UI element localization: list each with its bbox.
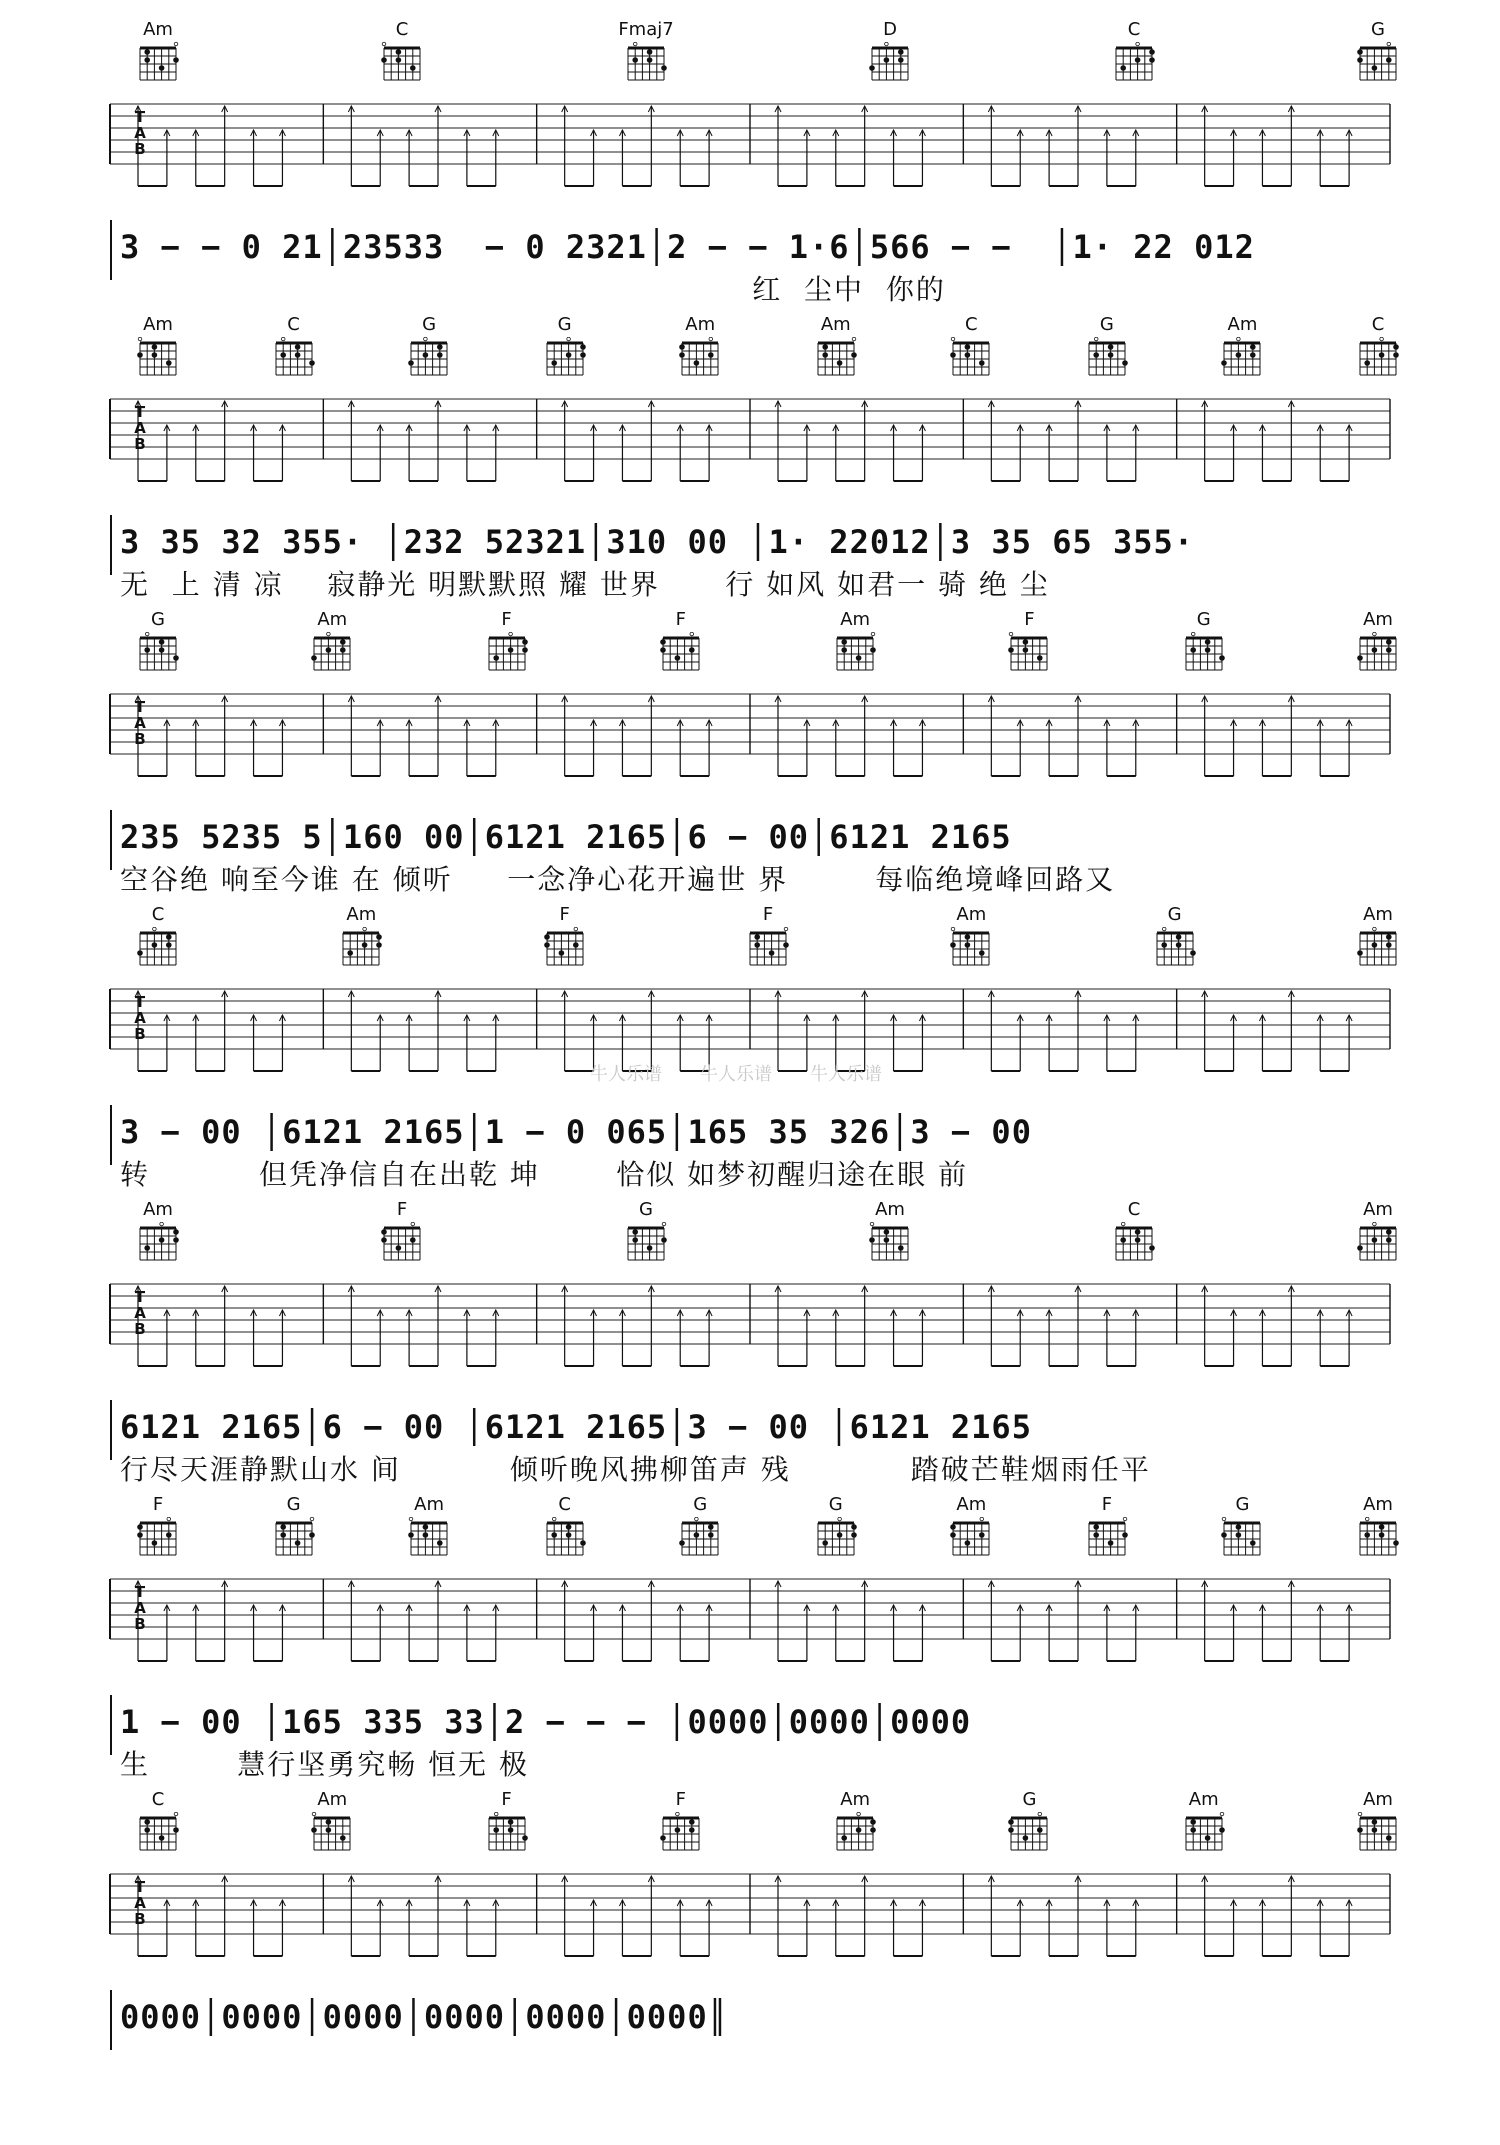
jianpu-notation xyxy=(0,515,1500,605)
chord-grid-icon xyxy=(1112,42,1156,82)
chord-grid-icon xyxy=(1356,337,1400,377)
chord-diagram xyxy=(374,20,430,82)
chord-name: Am xyxy=(820,314,851,335)
chord-name: G xyxy=(639,1199,653,1220)
svg-text:B: B xyxy=(134,435,146,453)
numbered-notes: 3 − − 0 21│23533 − 0 2321│2 − − 1·6│566 − − │1· 22 012 xyxy=(120,228,1255,266)
watermark-text: 牛人乐谱 xyxy=(590,1064,662,1085)
chord-diagram xyxy=(130,1495,186,1557)
chord-diagram xyxy=(1176,1790,1232,1852)
chord-name: Am xyxy=(685,314,716,335)
watermark-text: 牛人乐谱 xyxy=(700,1064,772,1085)
svg-text:A: A xyxy=(134,714,146,732)
chord-name: G xyxy=(693,1494,708,1515)
chord-name: G xyxy=(422,314,437,335)
svg-text:B: B xyxy=(134,140,146,158)
lyrics-line: 红 尘中 你的 xyxy=(120,273,946,306)
chord-name: Am xyxy=(414,1494,445,1515)
chord-diagram xyxy=(130,905,186,967)
chord-grid-icon xyxy=(543,927,587,967)
chord-diagram xyxy=(537,905,593,967)
chord-name: G xyxy=(1167,904,1182,925)
chord-grid-icon xyxy=(380,42,424,82)
chord-diagram xyxy=(672,1495,728,1557)
svg-text:T: T xyxy=(134,698,146,716)
chord-grid-icon xyxy=(1007,632,1051,672)
chord-grid-icon xyxy=(868,1222,912,1262)
svg-text:T: T xyxy=(134,403,146,421)
chord-name: C xyxy=(395,19,409,40)
lyrics-line: 空谷绝 响至今谁 在 倾听 一念净心花开遍世 界 每临绝境峰回路又 xyxy=(120,863,1116,896)
chord-grid-icon xyxy=(136,337,180,377)
system-barline xyxy=(110,810,112,870)
chord-grid-icon xyxy=(543,337,587,377)
svg-text:A: A xyxy=(134,1894,146,1912)
chord-grid-icon xyxy=(833,632,877,672)
chord-grid-icon xyxy=(310,1812,354,1852)
chord-diagram xyxy=(1350,20,1406,82)
chord-diagram-row xyxy=(0,1200,1500,1270)
chord-diagram xyxy=(333,905,389,967)
score-system xyxy=(0,1200,1500,1490)
chord-grid-icon xyxy=(136,927,180,967)
chord-name: Am xyxy=(317,1789,348,1810)
lyrics-line: 生 慧行坚勇究畅 恒无 极 xyxy=(120,1748,530,1781)
chord-diagram xyxy=(304,1790,360,1852)
numbered-notes: 235 5235 5│160 00│6121 2165│6 − 00│6121 2165 xyxy=(120,818,1012,856)
chord-diagram xyxy=(401,1495,457,1557)
chord-grid-icon xyxy=(949,1517,993,1557)
chord-diagram xyxy=(618,20,674,82)
chord-name: Fmaj7 xyxy=(618,19,674,40)
chord-grid-icon xyxy=(136,42,180,82)
chord-name: F xyxy=(152,1494,164,1515)
chord-name: C xyxy=(965,314,978,335)
chord-name: F xyxy=(501,609,512,630)
chord-name: Am xyxy=(1363,609,1393,630)
numbered-notes: 0000│0000│0000│0000│0000│0000║ xyxy=(120,1998,728,2036)
system-barline xyxy=(110,515,112,575)
chord-diagram xyxy=(653,610,709,672)
jianpu-notation xyxy=(0,810,1500,900)
chord-grid-icon xyxy=(1356,1517,1400,1557)
chord-grid-icon xyxy=(407,337,451,377)
chord-diagram xyxy=(401,315,457,377)
chord-diagram xyxy=(943,1495,999,1557)
chord-name: G xyxy=(1235,1494,1250,1515)
chord-name: C xyxy=(151,1789,165,1810)
chord-diagram xyxy=(130,1790,186,1852)
lyrics-line: 行尽天涯静默山水 间 倾听晚风拂柳笛声 残 踏破芒鞋烟雨任平 xyxy=(120,1453,1151,1486)
chord-name: Am xyxy=(1363,1494,1393,1515)
tab-staff xyxy=(0,680,1500,800)
svg-text:A: A xyxy=(134,1599,146,1617)
chord-diagram xyxy=(266,1495,322,1557)
score-system xyxy=(0,1790,1500,2080)
numbered-notes: 6121 2165│6 − 00 │6121 2165│3 − 00 │6121 2165 xyxy=(120,1408,1032,1446)
lyrics-line: 无 上 清 凉 寂静光 明默默照 耀 世界 行 如风 如君一 骑 绝 尘 xyxy=(120,568,1050,601)
svg-text:B: B xyxy=(134,1025,146,1043)
chord-name: F xyxy=(1024,609,1035,630)
chord-name: Am xyxy=(956,904,987,925)
chord-name: G xyxy=(1022,1789,1037,1810)
chord-diagram xyxy=(827,610,883,672)
chord-diagram-row xyxy=(0,610,1500,680)
chord-diagram xyxy=(479,610,535,672)
svg-text:B: B xyxy=(134,1320,146,1338)
chord-diagram xyxy=(1001,610,1057,672)
score-system xyxy=(0,315,1500,605)
chord-name: F xyxy=(675,609,687,630)
chord-name: F xyxy=(501,1789,512,1810)
chord-grid-icon xyxy=(1356,42,1400,82)
chord-diagram xyxy=(943,905,999,967)
numbered-notes: 3 − 00 │6121 2165│1 − 0 065│165 35 326│3 − 00 xyxy=(120,1113,1032,1151)
chord-grid-icon xyxy=(485,1812,529,1852)
tab-staff xyxy=(0,1270,1500,1390)
jianpu-notation xyxy=(0,1990,1500,2080)
chord-grid-icon xyxy=(310,632,354,672)
chord-diagram xyxy=(266,315,322,377)
chord-grid-icon xyxy=(949,927,993,967)
chord-name: G xyxy=(828,1494,843,1515)
chord-diagram xyxy=(130,1200,186,1262)
chord-diagram xyxy=(1350,315,1406,377)
svg-text:A: A xyxy=(134,1009,146,1027)
chord-grid-icon xyxy=(543,1517,587,1557)
chord-grid-icon xyxy=(1356,1222,1400,1262)
chord-name: Am xyxy=(143,314,173,335)
tab-staff xyxy=(0,385,1500,505)
chord-diagram xyxy=(862,1200,918,1262)
chord-diagram xyxy=(304,610,360,672)
numbered-notes: 3 35 32 355· │232 52321│310 00 │1· 22012│3 35 65 355· xyxy=(120,523,1195,561)
tab-staff xyxy=(0,90,1500,210)
chord-diagram xyxy=(1350,1200,1406,1262)
chord-name: Am xyxy=(840,609,871,630)
chord-name: F xyxy=(762,904,774,925)
chord-grid-icon xyxy=(380,1222,424,1262)
chord-name: Am xyxy=(317,609,348,630)
chord-grid-icon xyxy=(833,1812,877,1852)
svg-text:T: T xyxy=(134,993,146,1011)
svg-text:B: B xyxy=(134,730,146,748)
chord-grid-icon xyxy=(1182,1812,1226,1852)
chord-diagram xyxy=(862,20,918,82)
chord-grid-icon xyxy=(1153,927,1197,967)
chord-name: C xyxy=(151,904,165,925)
chord-grid-icon xyxy=(1085,337,1129,377)
chord-diagram xyxy=(479,1790,535,1852)
chord-grid-icon xyxy=(1356,927,1400,967)
jianpu-notation xyxy=(0,1695,1500,1785)
chord-diagram xyxy=(1350,1495,1406,1557)
chord-name: G xyxy=(557,314,572,335)
chord-name: Am xyxy=(143,1199,173,1220)
chord-grid-icon xyxy=(1356,632,1400,672)
chord-diagram xyxy=(537,1495,593,1557)
chord-grid-icon xyxy=(1085,1517,1129,1557)
score-system xyxy=(0,1495,1500,1785)
score-system xyxy=(0,20,1500,310)
chord-name: Am xyxy=(875,1199,905,1220)
svg-text:A: A xyxy=(134,419,146,437)
chord-grid-icon xyxy=(659,1812,703,1852)
svg-text:T: T xyxy=(134,1583,146,1601)
chord-diagram xyxy=(537,315,593,377)
numbered-notes: 1 − 00 │165 335 33│2 − − − │0000│0000│0000 xyxy=(120,1703,972,1741)
chord-name: F xyxy=(559,904,570,925)
svg-text:B: B xyxy=(134,1615,146,1633)
chord-name: C xyxy=(1371,314,1385,335)
chord-diagram xyxy=(130,610,186,672)
chord-name: G xyxy=(1371,19,1385,40)
chord-diagram xyxy=(740,905,796,967)
chord-grid-icon xyxy=(678,1517,722,1557)
chord-name: C xyxy=(1127,1199,1141,1220)
chord-diagram xyxy=(1079,315,1135,377)
chord-name: F xyxy=(396,1199,408,1220)
chord-diagram xyxy=(1106,20,1162,82)
chord-grid-icon xyxy=(136,1517,180,1557)
chord-name: Am xyxy=(346,904,377,925)
chord-grid-icon xyxy=(624,1222,668,1262)
chord-diagram xyxy=(808,1495,864,1557)
chord-name: Am xyxy=(143,19,173,40)
chord-diagram xyxy=(130,20,186,82)
tab-staff xyxy=(0,1565,1500,1685)
chord-grid-icon xyxy=(136,1222,180,1262)
chord-grid-icon xyxy=(624,42,668,82)
chord-name: Am xyxy=(1363,1789,1393,1810)
chord-diagram-row xyxy=(0,1790,1500,1860)
lyrics-line xyxy=(120,2038,1400,2078)
score-system xyxy=(0,610,1500,900)
chord-name: G xyxy=(1196,609,1211,630)
chord-diagram-row xyxy=(0,1495,1500,1565)
chord-grid-icon xyxy=(1007,1812,1051,1852)
system-barline xyxy=(110,1695,112,1755)
system-barline xyxy=(110,1105,112,1165)
chord-diagram-row xyxy=(0,905,1500,975)
svg-text:B: B xyxy=(134,1910,146,1928)
chord-name: C xyxy=(1127,19,1141,40)
chord-diagram xyxy=(1106,1200,1162,1262)
watermark-text: 牛人乐谱 xyxy=(810,1064,882,1085)
jianpu-notation xyxy=(0,1400,1500,1490)
lyrics-line: 转 但凭净信自在出乾 坤 恰似 如梦初醒归途在眼 前 xyxy=(120,1158,969,1191)
chord-diagram xyxy=(1214,315,1270,377)
chord-grid-icon xyxy=(1356,1812,1400,1852)
chord-grid-icon xyxy=(339,927,383,967)
score-system xyxy=(0,905,1500,1195)
chord-grid-icon xyxy=(678,337,722,377)
chord-name: F xyxy=(675,1789,687,1810)
chord-name: Am xyxy=(1227,314,1258,335)
chord-grid-icon xyxy=(1182,632,1226,672)
system-barline xyxy=(110,1400,112,1460)
chord-name: G xyxy=(286,1494,301,1515)
chord-name: F xyxy=(1101,1494,1113,1515)
jianpu-notation xyxy=(0,1105,1500,1195)
chord-name: D xyxy=(883,19,897,40)
chord-diagram xyxy=(1176,610,1232,672)
chord-grid-icon xyxy=(272,337,316,377)
chord-name: C xyxy=(287,314,300,335)
chord-grid-icon xyxy=(1220,337,1264,377)
chord-diagram xyxy=(943,315,999,377)
system-barline xyxy=(110,1990,112,2050)
chord-diagram xyxy=(808,315,864,377)
chord-grid-icon xyxy=(949,337,993,377)
chord-diagram xyxy=(672,315,728,377)
chord-name: G xyxy=(151,609,165,630)
chord-grid-icon xyxy=(746,927,790,967)
svg-text:A: A xyxy=(134,1304,146,1322)
chord-diagram xyxy=(618,1200,674,1262)
chord-diagram-row xyxy=(0,20,1500,90)
svg-text:T: T xyxy=(134,1288,146,1306)
svg-text:T: T xyxy=(134,108,146,126)
chord-name: Am xyxy=(1363,1199,1393,1220)
svg-text:A: A xyxy=(134,124,146,142)
chord-name: Am xyxy=(1363,904,1393,925)
chord-diagram xyxy=(374,1200,430,1262)
chord-diagram xyxy=(1079,1495,1135,1557)
chord-grid-icon xyxy=(814,337,858,377)
chord-name: Am xyxy=(1188,1789,1219,1810)
chord-grid-icon xyxy=(272,1517,316,1557)
chord-name: C xyxy=(558,1494,571,1515)
system-barline xyxy=(110,220,112,280)
chord-diagram-row xyxy=(0,315,1500,385)
chord-diagram xyxy=(1350,610,1406,672)
chord-grid-icon xyxy=(136,1812,180,1852)
chord-name: Am xyxy=(956,1494,987,1515)
chord-diagram xyxy=(130,315,186,377)
chord-diagram xyxy=(1350,905,1406,967)
tab-staff xyxy=(0,1860,1500,1980)
chord-grid-icon xyxy=(1220,1517,1264,1557)
chord-grid-icon xyxy=(136,632,180,672)
chord-grid-icon xyxy=(485,632,529,672)
chord-name: Am xyxy=(840,1789,871,1810)
chord-diagram xyxy=(827,1790,883,1852)
svg-text:T: T xyxy=(134,1878,146,1896)
chord-diagram xyxy=(653,1790,709,1852)
chord-grid-icon xyxy=(659,632,703,672)
chord-diagram xyxy=(1350,1790,1406,1852)
chord-grid-icon xyxy=(1112,1222,1156,1262)
chord-grid-icon xyxy=(407,1517,451,1557)
chord-diagram xyxy=(1147,905,1203,967)
chord-diagram xyxy=(1001,1790,1057,1852)
chord-grid-icon xyxy=(868,42,912,82)
jianpu-notation xyxy=(0,220,1500,310)
chord-name: G xyxy=(1099,314,1114,335)
chord-diagram xyxy=(1214,1495,1270,1557)
chord-grid-icon xyxy=(814,1517,858,1557)
